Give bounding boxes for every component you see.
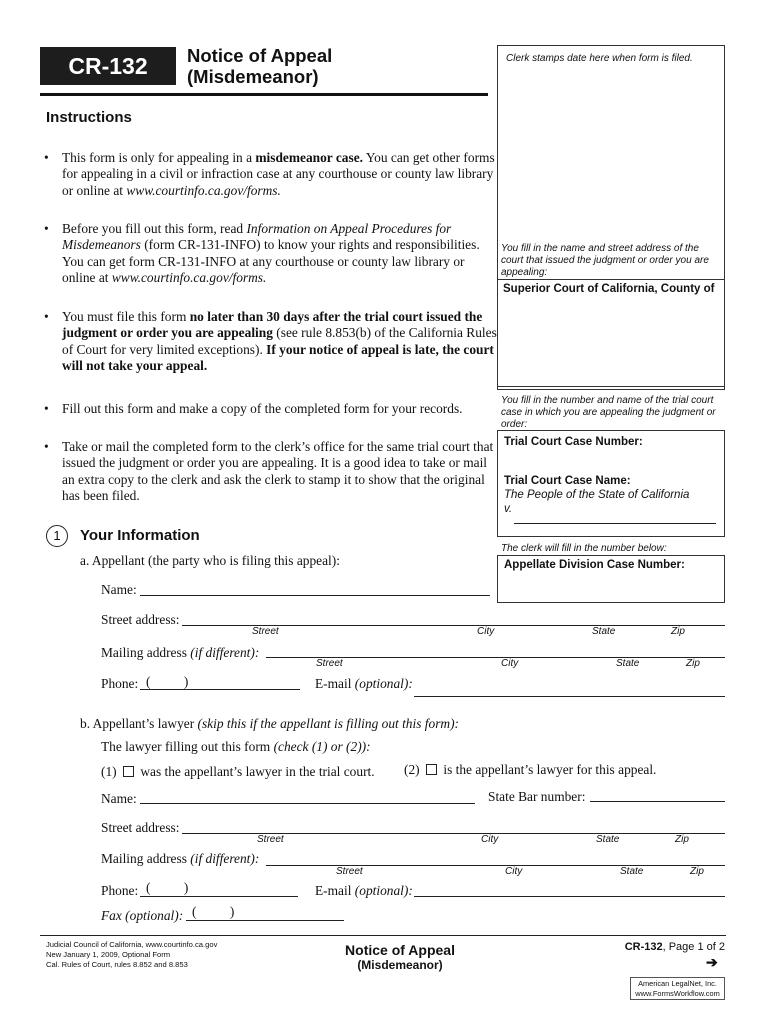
trial-case-number-label: Trial Court Case Number: [504,436,643,448]
instruction-bullet-5: • Take or mail the completed form to the clerk’s office for the same trial court that issued the judgment or order you are appealing. It is a good idea to take or mail an extra copy to the clerk and ask the clerk to stamp it to show that the original has been filed. [44,439,494,504]
state-caption: State [592,626,616,637]
state-caption: State [616,658,640,669]
courtinfo-link[interactable]: www.courtinfo.ca.gov/forms. [126,182,281,198]
lawyer-option-2: (2) is the appellant’s lawyer for this appeal. [404,762,657,777]
appellant-email-label: E-mail (optional): [315,676,413,691]
trial-case-name-label: Trial Court Case Name: [504,475,631,487]
lawyer-email-field[interactable] [414,896,725,897]
lawyer-phone-field[interactable] [140,896,298,897]
zip-caption: Zip [690,866,704,877]
lawyer-mailing-field[interactable] [266,865,725,866]
footer-center [300,942,500,972]
city-caption: City [481,834,499,845]
publisher-url[interactable]: www.FormsWorkflow.com [635,989,720,998]
state-bar-field[interactable] [590,801,725,802]
superior-court-label: Superior Court of California, County of [503,283,715,295]
clerk-stamp-label: Clerk stamps date here when form is filed. [506,53,693,64]
lawyer-phone-label: Phone: [101,883,139,898]
footer-form-code: CR-132 [624,941,663,953]
next-page-arrow-icon[interactable]: ➔ [706,954,718,970]
appellant-phone-field[interactable] [140,689,300,690]
lawyer-email-label: E-mail (optional): [315,883,413,898]
superior-court-box[interactable] [497,279,725,390]
footer-publisher-line: Judicial Council of California, www.courtinfo.ca.gov [46,940,218,949]
appellant-street-label: Street address: [101,612,180,627]
footer-left [46,940,217,970]
court-box-note: You fill in the name and street address of the court that issued the judgment or order you are appealing: [501,243,709,278]
instructions-heading: Instructions [46,109,132,126]
street-caption: Street [252,626,279,637]
appellant-mailing-label: Mailing address (if different): [101,645,260,660]
appellant-phone-paren: ( ) [146,674,189,689]
form-code-badge [40,47,176,85]
instruction-bullet-4: • Fill out this form and make a copy of the completed form for your records. [44,401,463,416]
lawyer-fax-paren: ( ) [192,904,235,919]
publisher-name: American LegalNet, Inc. [638,979,717,988]
lawyer-option-1: (1) was the appellant’s lawyer in the trial court. [101,764,375,779]
lawyer-fax-label: Fax (optional): [101,908,184,923]
trial-box-note: You fill in the number and name of the trial court case in which you are appealing the judgment or order: [501,395,716,430]
lawyer-mailing-label: Mailing address (if different): [101,851,260,866]
lawyer-name-field[interactable] [140,803,475,804]
instruction-bullet-1: • This form is only for appealing in a misdemeanor case. You can get other forms for appealing in a civil or infraction case at any courthouse or county law library or online at www.courtinfo.ca.gov/forms. [44,150,495,198]
instruction-bullet-2: • Before you fill out this form, read Information on Appeal Procedures for Misdemeanors (form CR-131-INFO) to know your rights and responsibilities. You can get form CR-131-INFO at any courthouse or county law library or online at www.courtinfo.ca.gov/forms. [44,221,480,286]
form-title-line1: Notice of Appeal [187,45,333,66]
zip-caption: Zip [671,626,685,637]
city-caption: City [505,866,523,877]
appellate-box-note: The clerk will fill in the number below: [501,543,667,554]
instruction-bullet-3: • You must file this form no later than 30 days after the trial court issued the judgment or order you are appealing (see rule 8.853(b) of the California Rules of Court for very limited exceptions). If your notice of appeal is late, the court will not take your appeal. [44,309,497,374]
defendant-name-line[interactable] [514,523,716,524]
courtinfo-link-2[interactable]: www.courtinfo.ca.gov/forms. [111,270,267,286]
lawyer-fax-field[interactable] [186,920,344,921]
footer-title: Notice of Appeal [345,942,455,958]
lawyer-name-label: Name: [101,791,137,806]
state-caption: State [620,866,644,877]
appellate-case-box[interactable] [497,555,725,603]
zip-caption: Zip [675,834,689,845]
header-rule [40,93,488,96]
lawyer-option-2-checkbox[interactable] [426,764,437,775]
lawyer-heading: b. Appellant’s lawyer (skip this if the appellant is filling out this form): [80,716,459,731]
appellant-name-label: Name: [101,582,137,597]
form-code: CR-132 [68,53,148,79]
lawyer-phone-paren: ( ) [146,880,189,895]
street-caption: Street [336,866,363,877]
footer-date-line: New January 1, 2009, Optional Form [46,950,171,959]
form-title-line2: (Misdemeanor) [187,66,319,87]
footer-rules-line: Cal. Rules of Court, rules 8.852 and 8.853 [46,960,188,969]
footer-subtitle: (Misdemeanor) [357,958,443,972]
state-bar-label: State Bar number: [488,789,586,804]
appellant-email-field[interactable] [414,696,725,697]
street-caption: Street [316,658,343,669]
appellate-case-number-label: Appellate Division Case Number: [504,559,685,571]
state-caption: State [596,834,620,845]
appellant-name-field[interactable] [140,595,490,596]
section-1-number: 1 [46,525,68,547]
appellant-label: a. Appellant (the party who is filing this appeal): [80,553,340,568]
trial-case-versus: v. [504,503,513,515]
city-caption: City [477,626,495,637]
appellant-phone-label: Phone: [101,676,139,691]
publisher-badge [630,977,725,1000]
street-caption: Street [257,834,284,845]
section-1-title: Your Information [80,527,200,544]
lawyer-option-1-checkbox[interactable] [123,766,134,777]
city-caption: City [501,658,519,669]
footer-page-info [600,941,725,953]
trial-case-name-value: The People of the State of California [504,489,690,501]
lawyer-check-instruction: The lawyer filling out this form (check (1) or (2)): [101,739,371,754]
footer-page: , Page 1 of 2 [662,941,725,953]
zip-caption: Zip [686,658,700,669]
form-title [187,45,332,87]
lawyer-street-label: Street address: [101,820,180,835]
footer-rule [40,935,726,936]
trial-court-box[interactable] [497,430,725,537]
